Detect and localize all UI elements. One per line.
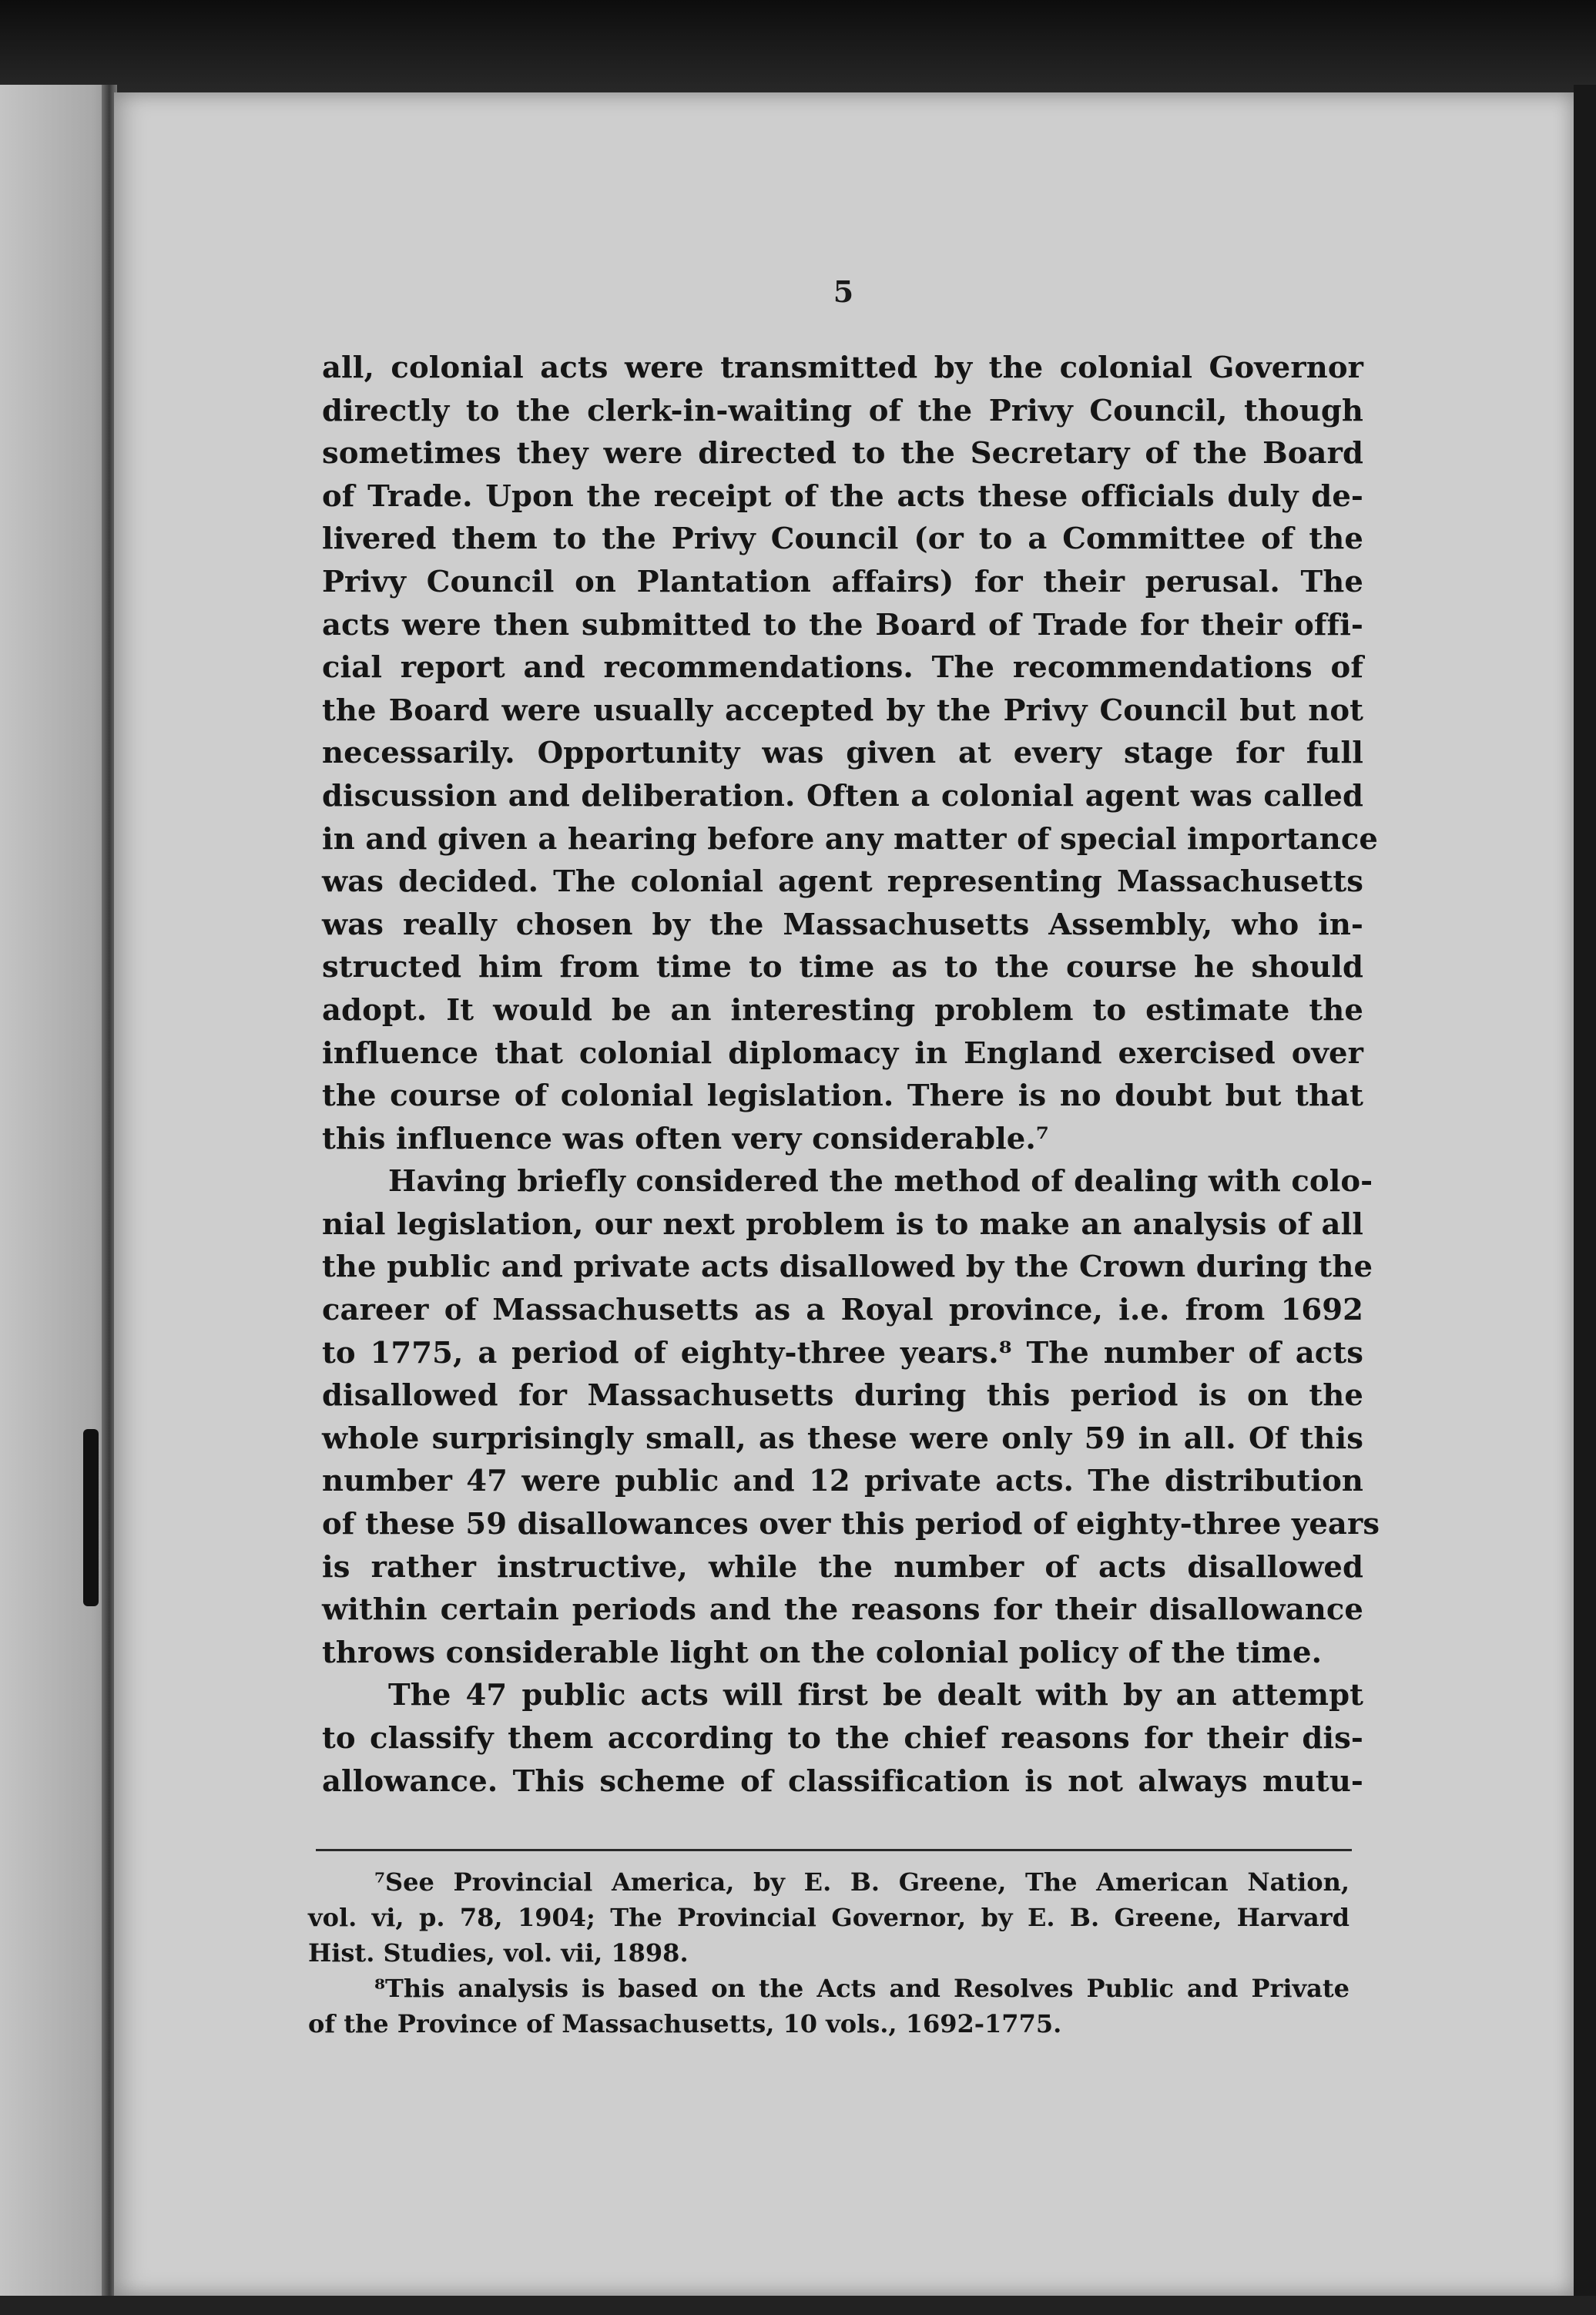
- text-line: career of Massachusetts as a Royal province, i.e. from 1692: [322, 1293, 1363, 1328]
- text-line: cial report and recommendations. The recommendations of: [322, 650, 1363, 686]
- text-line: throws considerable light on the colonial policy of the time.: [322, 1635, 1323, 1670]
- text-line: discussion and deliberation. Often a colonial agent was called: [322, 778, 1363, 814]
- text-line: acts were then submitted to the Board of Trade for their offi-: [322, 607, 1363, 642]
- text-line: Having briefly considered the method of dealing with colo-: [388, 1164, 1373, 1199]
- footnote-line: of the Province of Massachusetts, 10 vols., 1692-1775.: [308, 2009, 1062, 2038]
- text-line: sometimes they were directed to the Secretary of the Board: [322, 436, 1363, 471]
- text-line: within certain periods and the reasons for their disallowance: [322, 1592, 1363, 1628]
- text-line: nial legislation, our next problem is to make an analysis of all: [322, 1206, 1363, 1242]
- text-line: necessarily. Opportunity was given at every stage for full: [322, 736, 1363, 771]
- text-line: to classify them according to the chief reasons for their dis-: [322, 1721, 1363, 1756]
- footnote-divider: [316, 1849, 1352, 1851]
- text-line: Privy Council on Plantation affairs) for their perusal. The: [322, 564, 1363, 599]
- scan-bottom-edge: [0, 2296, 1596, 2315]
- text-line: adopt. It would be an interesting problem to estimate the: [322, 992, 1363, 1028]
- text-line: the public and private acts disallowed by the Crown during the: [322, 1250, 1373, 1285]
- text-line: is rather instructive, while the number of acts disallowed: [322, 1549, 1363, 1585]
- text-line: was decided. The colonial agent representing Massachusetts: [322, 864, 1363, 900]
- text-line: directly to the clerk-in-waiting of the Privy Council, though: [322, 393, 1363, 428]
- text-line: livered them to the Privy Council (or to a Committee of the: [322, 522, 1363, 557]
- text-line: was really chosen by the Massachusetts Assembly, who in-: [322, 907, 1363, 942]
- text-line: the Board were usually accepted by the Privy Council but not: [322, 693, 1363, 728]
- text-line: whole surprisingly small, as these were only 59 in all. Of this: [322, 1421, 1363, 1456]
- text-line: of these 59 disallowances over this period of eighty-three years: [322, 1507, 1380, 1542]
- footnote-line: Hist. Studies, vol. vii, 1898.: [308, 1938, 689, 1968]
- footnotes: [308, 1864, 1350, 2042]
- text-line: disallowed for Massachusetts during this period is on the: [322, 1378, 1363, 1414]
- body-text: [322, 347, 1380, 1803]
- footnote-line: ⁷See Provincial America, by E. B. Greene, The American Nation,: [374, 1867, 1350, 1897]
- text-line: to 1775, a period of eighty-three years.⁸ The number of acts: [322, 1335, 1363, 1371]
- scan-top-shadow: [0, 0, 1596, 100]
- text-line: allowance. This scheme of classification is not always mutu-: [322, 1763, 1363, 1799]
- paragraph-3: [322, 1674, 1363, 1803]
- left-page-edge: [0, 85, 116, 2296]
- text-line: influence that colonial diplomacy in England exercised over: [322, 1035, 1363, 1071]
- scan-right-edge: [1574, 85, 1596, 2315]
- text-line: this influence was often very considerable.⁷: [322, 1121, 1049, 1156]
- footnote-7: [308, 1864, 1350, 1971]
- footnote-8: [308, 1971, 1350, 2042]
- text-line: all, colonial acts were transmitted by the colonial Governor: [322, 351, 1363, 385]
- footnote-line: ⁸This analysis is based on the Acts and Resolves Public and Private: [374, 1974, 1350, 2003]
- text-line: of Trade. Upon the receipt of the acts these officials duly de-: [322, 478, 1363, 514]
- text-line: number 47 were public and 12 private acts. The distribution: [322, 1464, 1363, 1499]
- text-line: structed him from time to time as to the course he should: [322, 950, 1363, 985]
- text-line: in and given a hearing before any matter of special importance: [322, 821, 1378, 857]
- paragraph-1: [322, 347, 1378, 1160]
- text-line: the course of colonial legislation. There is no doubt but that: [322, 1079, 1363, 1114]
- paragraph-2: [322, 1160, 1380, 1674]
- page-number: 5: [833, 274, 854, 309]
- text-line: The 47 public acts will first be dealt with by an attempt: [388, 1678, 1363, 1713]
- footnote-line: vol. vi, p. 78, 1904; The Provincial Governor, by E. B. Greene, Harvard: [308, 1903, 1350, 1932]
- binding-clip: [83, 1429, 99, 1606]
